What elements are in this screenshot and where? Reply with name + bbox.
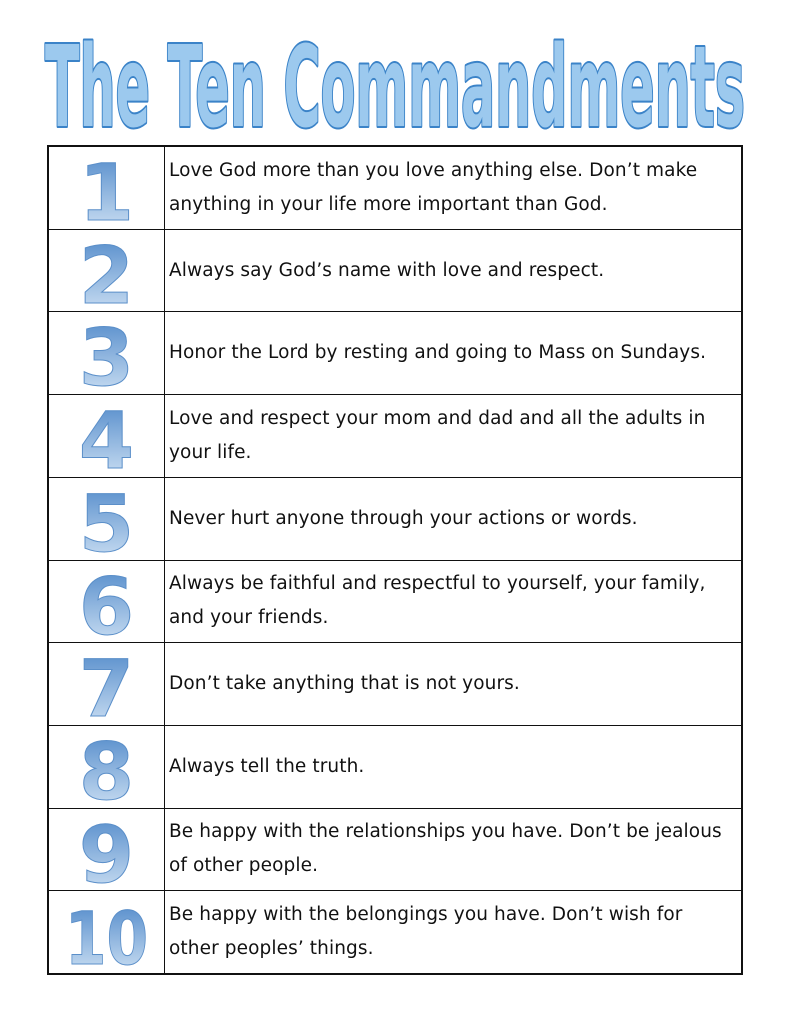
commandment-text-cell: [165, 395, 741, 477]
number-cell: [49, 230, 165, 312]
number-graphic: [49, 809, 164, 891]
commandment-text: Love and respect your mom and dad and all the adults in your life.: [169, 407, 706, 463]
commandment-text-cell: [165, 147, 741, 229]
number-graphic: [49, 478, 164, 560]
commandment-text-cell: [165, 312, 741, 394]
commandment-number: 3: [78, 312, 135, 395]
commandment-number: 4: [78, 395, 135, 477]
number-cell: [49, 561, 165, 643]
number-graphic: [49, 643, 164, 725]
table-row: [49, 147, 741, 230]
page-title: [0, 14, 791, 146]
commandment-number: 9: [78, 808, 135, 891]
title-graphic: [0, 14, 791, 146]
commandment-text-cell: [165, 726, 741, 808]
number-graphic: [49, 312, 164, 394]
table-row: [49, 643, 741, 726]
table-row: [49, 726, 741, 809]
number-graphic: [49, 891, 164, 973]
table-row: [49, 478, 741, 561]
commandment-text: Never hurt anyone through your actions or words.: [169, 507, 638, 529]
number-graphic: [49, 147, 164, 229]
commandments-table: [47, 145, 743, 975]
number-cell: [49, 891, 165, 973]
commandment-text-cell: [165, 643, 741, 725]
commandment-number: 10: [64, 897, 149, 974]
commandment-text: Be happy with the belongings you have. Don’t wish for other peoples’ things.: [169, 904, 683, 960]
commandment-number: 5: [78, 477, 135, 560]
title-text: The Ten Commandments: [45, 23, 745, 146]
commandment-text: Always tell the truth.: [169, 755, 365, 777]
number-graphic: [49, 561, 164, 643]
number-cell: [49, 395, 165, 477]
commandment-text: Honor the Lord by resting and going to Mass on Sundays.: [169, 342, 707, 364]
commandment-number: 7: [78, 643, 135, 725]
commandment-text-cell: [165, 478, 741, 560]
commandment-text: Always say God’s name with love and respect.: [169, 259, 605, 281]
table-row: [49, 561, 741, 644]
commandment-number: 6: [78, 560, 135, 643]
number-cell: [49, 726, 165, 808]
table-row: [49, 809, 741, 892]
commandment-text-cell: [165, 809, 741, 891]
commandment-text: Always be faithful and respectful to yourself, your family, and your friends.: [169, 573, 706, 629]
number-graphic: [49, 395, 164, 477]
number-cell: [49, 147, 165, 229]
commandment-text-cell: [165, 230, 741, 312]
commandment-text: Be happy with the relationships you have. Don’t be jealous of other people.: [169, 821, 722, 877]
commandment-number: 1: [78, 147, 135, 229]
number-cell: [49, 478, 165, 560]
table-row: [49, 312, 741, 395]
table-row: [49, 395, 741, 478]
commandment-text-cell: [165, 561, 741, 643]
number-graphic: [49, 726, 164, 808]
number-cell: [49, 643, 165, 725]
commandment-number: 2: [78, 229, 135, 312]
table-row: [49, 230, 741, 313]
commandment-text: Don’t take anything that is not yours.: [169, 673, 520, 695]
table-row: [49, 891, 741, 973]
number-cell: [49, 312, 165, 394]
commandment-text-cell: [165, 891, 741, 973]
number-cell: [49, 809, 165, 891]
number-graphic: [49, 230, 164, 312]
commandment-number: 8: [78, 726, 135, 808]
commandment-text: Love God more than you love anything else. Don’t make anything in your life more important than God.: [169, 159, 698, 215]
